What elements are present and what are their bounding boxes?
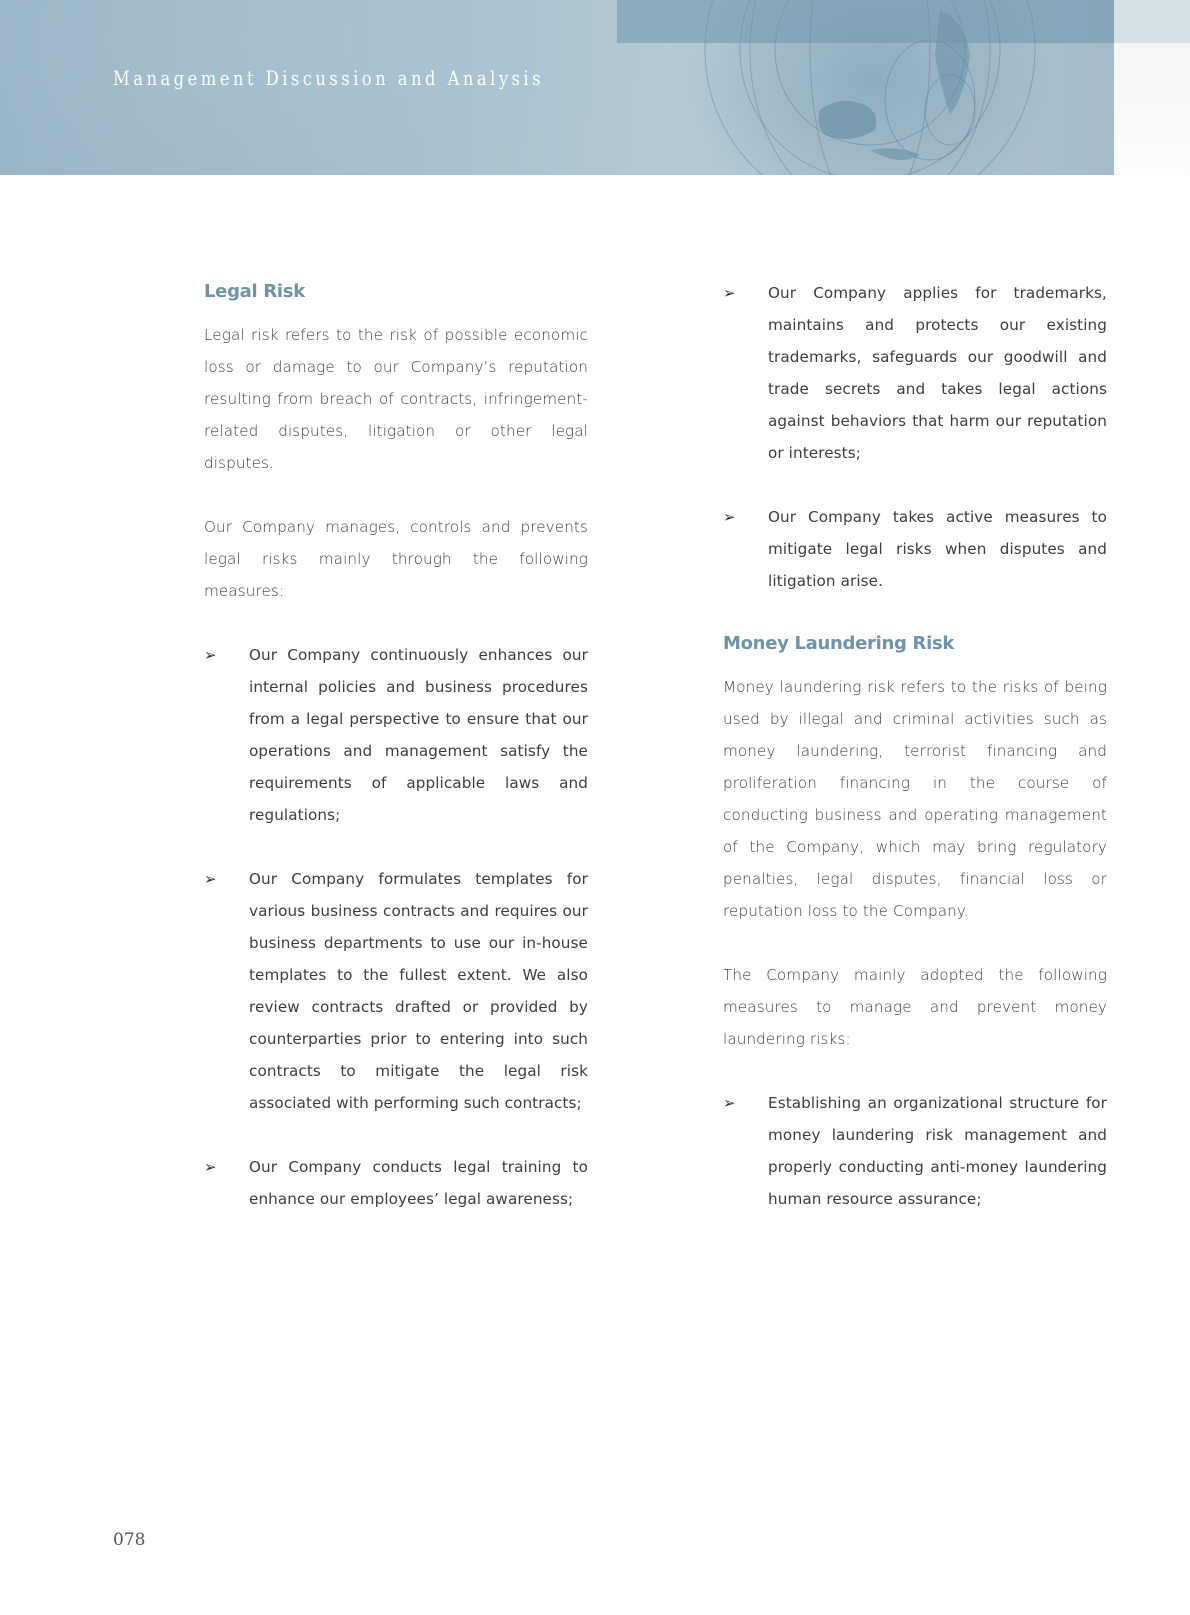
list-item bbox=[723, 501, 1107, 597]
header-fade bbox=[1114, 43, 1190, 175]
header-banner bbox=[0, 0, 1114, 175]
list-item-text: Establishing an organizational structure for money laundering risk management and properly conducting anti-money laundering human resource assurance; bbox=[768, 1094, 1107, 1208]
header-strip bbox=[1114, 0, 1190, 43]
list-item bbox=[204, 639, 588, 831]
paragraph: Money laundering risk refers to the risks of being used by illegal and criminal activities such as money laundering, terrorist financing and proliferation financing in the course of conducting business and operating management of the Company, which may bring regulatory penalties, legal disputes, financial loss or reputation loss to the Company. bbox=[723, 678, 1107, 920]
arrow-bullet-icon: ➢ bbox=[723, 284, 736, 302]
arrow-bullet-icon: ➢ bbox=[723, 508, 736, 526]
section-header-title: Management Discussion and Analysis bbox=[113, 66, 544, 90]
arrow-bullet-icon: ➢ bbox=[723, 1094, 736, 1112]
arrow-bullet-icon: ➢ bbox=[204, 1158, 217, 1176]
page-number: 078 bbox=[113, 1530, 146, 1550]
list-item-text: Our Company takes active measures to mitigate legal risks when disputes and litigation arise. bbox=[768, 508, 1107, 590]
list-item-text: Our Company applies for trademarks, maintains and protects our existing trademarks, safeguards our goodwill and trade secrets and takes legal actions against behaviors that harm our reputation or interests; bbox=[768, 284, 1107, 462]
list-item-text: Our Company continuously enhances our internal policies and business procedures from a legal perspective to ensure that our operations and management satisfy the requirements of applicable laws and regulations; bbox=[249, 646, 588, 824]
left-column bbox=[204, 277, 588, 1247]
list-item-text: Our Company formulates templates for various business contracts and requires our business departments to use our in-house templates to the fullest extent. We also review contracts drafted or provided by counterparties prior to entering into such contracts to mitigate the legal risk associated with performing such contracts; bbox=[249, 870, 588, 1112]
paragraph: Our Company manages, controls and prevents legal risks mainly through the following measures: bbox=[204, 518, 588, 600]
legal-risk-heading: Legal Risk bbox=[204, 281, 305, 302]
list-item-text: Our Company conducts legal training to enhance our employees’ legal awareness; bbox=[249, 1158, 588, 1208]
list-item bbox=[723, 277, 1107, 469]
header-band bbox=[617, 0, 1114, 43]
paragraph: The Company mainly adopted the following measures to manage and prevent money laundering risks: bbox=[723, 966, 1107, 1048]
arrow-bullet-icon: ➢ bbox=[204, 646, 217, 664]
list-item bbox=[204, 1151, 588, 1215]
list-item bbox=[723, 1087, 1107, 1215]
money-laundering-risk-heading: Money Laundering Risk bbox=[723, 633, 955, 654]
right-column bbox=[723, 277, 1107, 1247]
list-item bbox=[204, 863, 588, 1119]
arrow-bullet-icon: ➢ bbox=[204, 870, 217, 888]
paragraph: Legal risk refers to the risk of possible economic loss or damage to our Company’s reputation resulting from breach of contracts, infringement-related disputes, litigation or other legal disputes. bbox=[204, 326, 588, 472]
